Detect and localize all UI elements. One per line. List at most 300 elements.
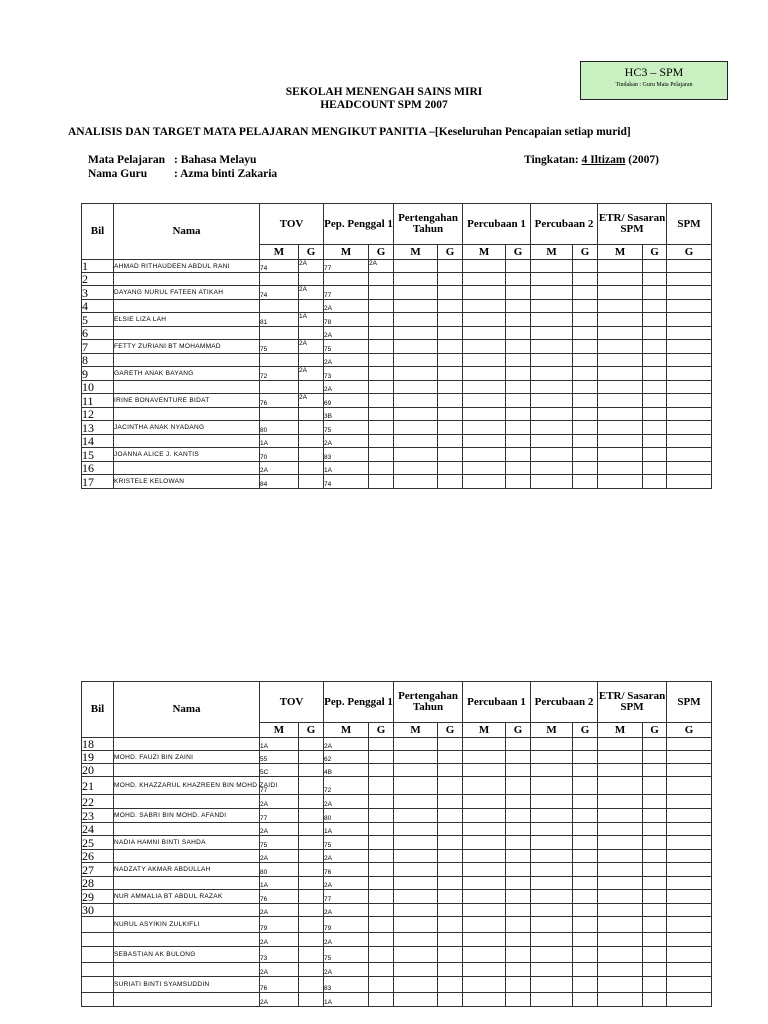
col-m: M (598, 245, 643, 260)
empty-cell (598, 993, 643, 1007)
empty-cell (506, 917, 531, 933)
row-nama (114, 823, 260, 836)
empty-cell (463, 313, 506, 327)
empty-cell (463, 933, 506, 947)
row-tov-m: 2A (260, 823, 299, 836)
empty-cell (531, 863, 573, 877)
empty-cell (438, 381, 463, 394)
row-pep-m: 79 (324, 917, 369, 933)
row-pep-m: 77 (324, 260, 369, 273)
empty-cell (643, 809, 667, 823)
col-g: G (369, 723, 394, 738)
empty-cell (667, 890, 712, 904)
row-nama (114, 764, 260, 777)
row-pep-g (369, 435, 394, 448)
table-row (82, 809, 712, 823)
row-pep-g (369, 917, 394, 933)
teacher-value: : Azma binti Zakaria (174, 168, 278, 180)
empty-cell (463, 381, 506, 394)
empty-cell (531, 448, 573, 462)
empty-cell (643, 381, 667, 394)
empty-cell (598, 381, 643, 394)
table-row (82, 836, 712, 850)
row-pep-m: 80 (324, 809, 369, 823)
empty-cell (394, 751, 438, 764)
row-nama: IRINE BONAVENTURE BIDAT (114, 394, 260, 408)
row-tov-g (299, 977, 324, 993)
subject-value: : Bahasa Melayu (174, 154, 257, 166)
empty-cell (438, 475, 463, 489)
col-etr: ETR/ Sasaran SPM (598, 204, 667, 245)
empty-cell (463, 448, 506, 462)
row-tov-m: 70 (260, 448, 299, 462)
empty-cell (573, 448, 598, 462)
table-row (82, 300, 712, 313)
empty-cell (506, 764, 531, 777)
empty-cell (643, 751, 667, 764)
row-tov-m: 2A (260, 462, 299, 475)
teacher-label: Nama Guru (88, 168, 148, 180)
row-pep-m: 72 (324, 777, 369, 795)
col-percubaan1: Percubaan 1 (463, 682, 531, 723)
empty-cell (506, 947, 531, 963)
empty-cell (667, 381, 712, 394)
row-pep-m: 2A (324, 354, 369, 367)
empty-cell (438, 947, 463, 963)
row-tov-g (299, 904, 324, 917)
empty-cell (438, 394, 463, 408)
table-row (82, 933, 712, 947)
row-tov-m: 84 (260, 475, 299, 489)
row-tov-g (299, 381, 324, 394)
empty-cell (438, 421, 463, 435)
col-pertengahan: Pertengahan Tahun (394, 204, 463, 245)
empty-cell (394, 809, 438, 823)
empty-cell (573, 863, 598, 877)
row-pep-m: 75 (324, 340, 369, 354)
empty-cell (394, 394, 438, 408)
row-nama (114, 993, 260, 1007)
empty-cell (531, 917, 573, 933)
row-nama: KRISTELE KELOWAN (114, 475, 260, 489)
table-row (82, 917, 712, 933)
row-bil: 7 (82, 340, 114, 354)
empty-cell (463, 764, 506, 777)
row-nama: FETTY ZURIANI BT MOHAMMAD (114, 340, 260, 354)
empty-cell (463, 273, 506, 286)
empty-cell (598, 738, 643, 751)
empty-cell (573, 435, 598, 448)
empty-cell (438, 751, 463, 764)
empty-cell (531, 327, 573, 340)
empty-cell (394, 367, 438, 381)
empty-cell (506, 863, 531, 877)
row-tov-g (299, 764, 324, 777)
row-pep-g (369, 448, 394, 462)
empty-cell (573, 475, 598, 489)
empty-cell (438, 904, 463, 917)
empty-cell (573, 947, 598, 963)
col-g: G (506, 245, 531, 260)
empty-cell (598, 260, 643, 273)
row-bil: 29 (82, 890, 114, 904)
col-g: G (573, 723, 598, 738)
empty-cell (506, 462, 531, 475)
empty-cell (506, 823, 531, 836)
row-nama: NUR AMMALIA BT ABDUL RAZAK (114, 890, 260, 904)
row-pep-g (369, 850, 394, 863)
row-pep-g (369, 809, 394, 823)
empty-cell (643, 435, 667, 448)
row-bil: 27 (82, 863, 114, 877)
empty-cell (463, 462, 506, 475)
empty-cell (573, 260, 598, 273)
table-row (82, 777, 712, 795)
empty-cell (463, 917, 506, 933)
row-tov-g (299, 777, 324, 795)
col-m: M (531, 245, 573, 260)
empty-cell (394, 823, 438, 836)
col-m: M (260, 723, 299, 738)
table-row (82, 260, 712, 273)
row-nama (114, 904, 260, 917)
col-g: G (506, 723, 531, 738)
empty-cell (667, 394, 712, 408)
empty-cell (643, 300, 667, 313)
row-tov-g: 2A (299, 260, 324, 273)
table-row (82, 751, 712, 764)
empty-cell (573, 354, 598, 367)
row-bil: 17 (82, 475, 114, 489)
empty-cell (463, 795, 506, 809)
row-bil: 25 (82, 836, 114, 850)
empty-cell (394, 286, 438, 300)
row-pep-g (369, 394, 394, 408)
empty-cell (463, 993, 506, 1007)
empty-cell (643, 354, 667, 367)
table-row (82, 286, 712, 300)
empty-cell (531, 313, 573, 327)
empty-cell (531, 354, 573, 367)
row-bil: 13 (82, 421, 114, 435)
empty-cell (438, 313, 463, 327)
row-bil: 1 (82, 260, 114, 273)
empty-cell (643, 947, 667, 963)
col-m: M (463, 245, 506, 260)
row-bil: 20 (82, 764, 114, 777)
empty-cell (643, 977, 667, 993)
col-bil: Bil (82, 204, 114, 260)
empty-cell (667, 963, 712, 977)
empty-cell (667, 823, 712, 836)
col-pep1: Pep. Penggal 1 (324, 204, 394, 245)
empty-cell (598, 462, 643, 475)
table-row (82, 340, 712, 354)
empty-cell (667, 933, 712, 947)
col-pertengahan: Pertengahan Tahun (394, 682, 463, 723)
row-nama: MOHD. KHAZZARUL KHAZREEN BIN MOHD ZAIDI (114, 777, 260, 795)
empty-cell (598, 300, 643, 313)
row-tov-g (299, 823, 324, 836)
row-pep-m: 2A (324, 795, 369, 809)
empty-cell (643, 904, 667, 917)
empty-cell (667, 435, 712, 448)
empty-cell (506, 421, 531, 435)
row-tov-m (260, 327, 299, 340)
row-nama: MOHD. FAUZI BIN ZAINI (114, 751, 260, 764)
table-row (82, 993, 712, 1007)
empty-cell (463, 738, 506, 751)
col-g: G (667, 245, 712, 260)
empty-cell (667, 764, 712, 777)
row-pep-m: 4B (324, 764, 369, 777)
row-tov-m: 2A (260, 795, 299, 809)
empty-cell (531, 394, 573, 408)
row-pep-g (369, 947, 394, 963)
empty-cell (463, 977, 506, 993)
empty-cell (643, 462, 667, 475)
empty-cell (531, 963, 573, 977)
empty-cell (506, 273, 531, 286)
row-tov-g (299, 462, 324, 475)
table-row (82, 435, 712, 448)
empty-cell (531, 850, 573, 863)
empty-cell (438, 963, 463, 977)
empty-cell (463, 823, 506, 836)
empty-cell (394, 340, 438, 354)
empty-cell (667, 904, 712, 917)
col-m: M (260, 245, 299, 260)
row-nama (114, 300, 260, 313)
empty-cell (394, 795, 438, 809)
row-nama (114, 435, 260, 448)
empty-cell (531, 751, 573, 764)
empty-cell (531, 836, 573, 850)
empty-cell (573, 993, 598, 1007)
table-row (82, 394, 712, 408)
empty-cell (394, 448, 438, 462)
row-tov-g (299, 475, 324, 489)
row-tov-g (299, 963, 324, 977)
row-nama: AHMAD RITHAUDEEN ABDUL RANI (114, 260, 260, 273)
empty-cell (667, 260, 712, 273)
table-row (82, 904, 712, 917)
row-bil: 23 (82, 809, 114, 823)
empty-cell (463, 286, 506, 300)
row-tov-g (299, 795, 324, 809)
empty-cell (506, 354, 531, 367)
empty-cell (506, 260, 531, 273)
row-bil: 12 (82, 408, 114, 421)
row-pep-m: 69 (324, 394, 369, 408)
row-pep-g (369, 877, 394, 890)
empty-cell (573, 890, 598, 904)
empty-cell (643, 260, 667, 273)
table-row (82, 421, 712, 435)
empty-cell (643, 394, 667, 408)
empty-cell (598, 448, 643, 462)
empty-cell (598, 394, 643, 408)
row-tov-g: 2A (299, 340, 324, 354)
empty-cell (463, 963, 506, 977)
row-pep-g (369, 863, 394, 877)
empty-cell (667, 977, 712, 993)
empty-cell (643, 475, 667, 489)
empty-cell (394, 917, 438, 933)
col-m: M (324, 245, 369, 260)
empty-cell (531, 795, 573, 809)
row-nama (114, 933, 260, 947)
row-pep-g (369, 354, 394, 367)
empty-cell (506, 340, 531, 354)
empty-cell (531, 260, 573, 273)
row-pep-g (369, 313, 394, 327)
row-tov-m: 2A (260, 850, 299, 863)
row-pep-m: 3B (324, 408, 369, 421)
results-table-1 (81, 203, 712, 489)
row-tov-m: 73 (260, 947, 299, 963)
empty-cell (394, 836, 438, 850)
row-tov-m: 76 (260, 977, 299, 993)
row-nama: DAYANG NURUL FATEEN ATIKAH (114, 286, 260, 300)
col-m: M (324, 723, 369, 738)
row-tov-g (299, 933, 324, 947)
empty-cell (643, 877, 667, 890)
empty-cell (394, 354, 438, 367)
empty-cell (598, 435, 643, 448)
empty-cell (463, 260, 506, 273)
col-nama: Nama (114, 682, 260, 738)
row-nama (114, 877, 260, 890)
empty-cell (463, 354, 506, 367)
empty-cell (463, 777, 506, 795)
row-tov-g (299, 421, 324, 435)
col-g: G (438, 723, 463, 738)
empty-cell (573, 313, 598, 327)
row-pep-m: 83 (324, 448, 369, 462)
row-tov-m: 2A (260, 933, 299, 947)
empty-cell (394, 904, 438, 917)
table-row (82, 890, 712, 904)
row-nama (114, 462, 260, 475)
empty-cell (598, 795, 643, 809)
col-g: G (369, 245, 394, 260)
empty-cell (667, 286, 712, 300)
empty-cell (573, 408, 598, 421)
empty-cell (667, 917, 712, 933)
empty-cell (438, 273, 463, 286)
row-tov-m: 75 (260, 340, 299, 354)
row-pep-m: 78 (324, 313, 369, 327)
empty-cell (506, 877, 531, 890)
empty-cell (463, 751, 506, 764)
table-row (82, 795, 712, 809)
empty-cell (506, 286, 531, 300)
row-bil (82, 917, 114, 933)
row-pep-g (369, 273, 394, 286)
empty-cell (394, 977, 438, 993)
results-table-2 (81, 681, 712, 1007)
row-bil: 26 (82, 850, 114, 863)
empty-cell (531, 890, 573, 904)
empty-cell (438, 260, 463, 273)
table-row (82, 313, 712, 327)
empty-cell (573, 300, 598, 313)
empty-cell (667, 751, 712, 764)
empty-cell (506, 777, 531, 795)
row-pep-g (369, 340, 394, 354)
row-bil: 2 (82, 273, 114, 286)
table-row (82, 327, 712, 340)
empty-cell (506, 448, 531, 462)
empty-cell (667, 340, 712, 354)
empty-cell (573, 273, 598, 286)
empty-cell (643, 408, 667, 421)
empty-cell (667, 475, 712, 489)
empty-cell (463, 836, 506, 850)
empty-cell (598, 354, 643, 367)
empty-cell (394, 327, 438, 340)
row-tov-g (299, 947, 324, 963)
col-tov: TOV (260, 204, 324, 245)
col-g: G (573, 245, 598, 260)
row-tov-g (299, 993, 324, 1007)
col-m: M (394, 245, 438, 260)
empty-cell (643, 738, 667, 751)
row-pep-m (324, 273, 369, 286)
row-tov-g: 2A (299, 367, 324, 381)
row-bil: 22 (82, 795, 114, 809)
empty-cell (531, 408, 573, 421)
row-tov-m: 74 (260, 260, 299, 273)
empty-cell (531, 286, 573, 300)
empty-cell (573, 327, 598, 340)
row-bil: 30 (82, 904, 114, 917)
empty-cell (394, 475, 438, 489)
table-row (82, 408, 712, 421)
empty-cell (463, 394, 506, 408)
empty-cell (598, 421, 643, 435)
empty-cell (394, 993, 438, 1007)
row-pep-m: 2A (324, 738, 369, 751)
row-tov-m: 76 (260, 890, 299, 904)
row-pep-g (369, 890, 394, 904)
row-tov-g: 1A (299, 313, 324, 327)
row-pep-g (369, 904, 394, 917)
table-row (82, 462, 712, 475)
row-tov-g (299, 836, 324, 850)
row-pep-g (369, 327, 394, 340)
empty-cell (573, 751, 598, 764)
row-pep-g (369, 381, 394, 394)
col-etr: ETR/ Sasaran SPM (598, 682, 667, 723)
empty-cell (506, 993, 531, 1007)
col-percubaan1: Percubaan 1 (463, 204, 531, 245)
empty-cell (643, 863, 667, 877)
row-pep-m: 2A (324, 877, 369, 890)
empty-cell (531, 381, 573, 394)
row-tov-g (299, 300, 324, 313)
row-bil: 28 (82, 877, 114, 890)
empty-cell (463, 877, 506, 890)
empty-cell (598, 877, 643, 890)
empty-cell (598, 273, 643, 286)
empty-cell (463, 435, 506, 448)
row-pep-g (369, 738, 394, 751)
empty-cell (573, 836, 598, 850)
empty-cell (394, 877, 438, 890)
empty-cell (438, 340, 463, 354)
